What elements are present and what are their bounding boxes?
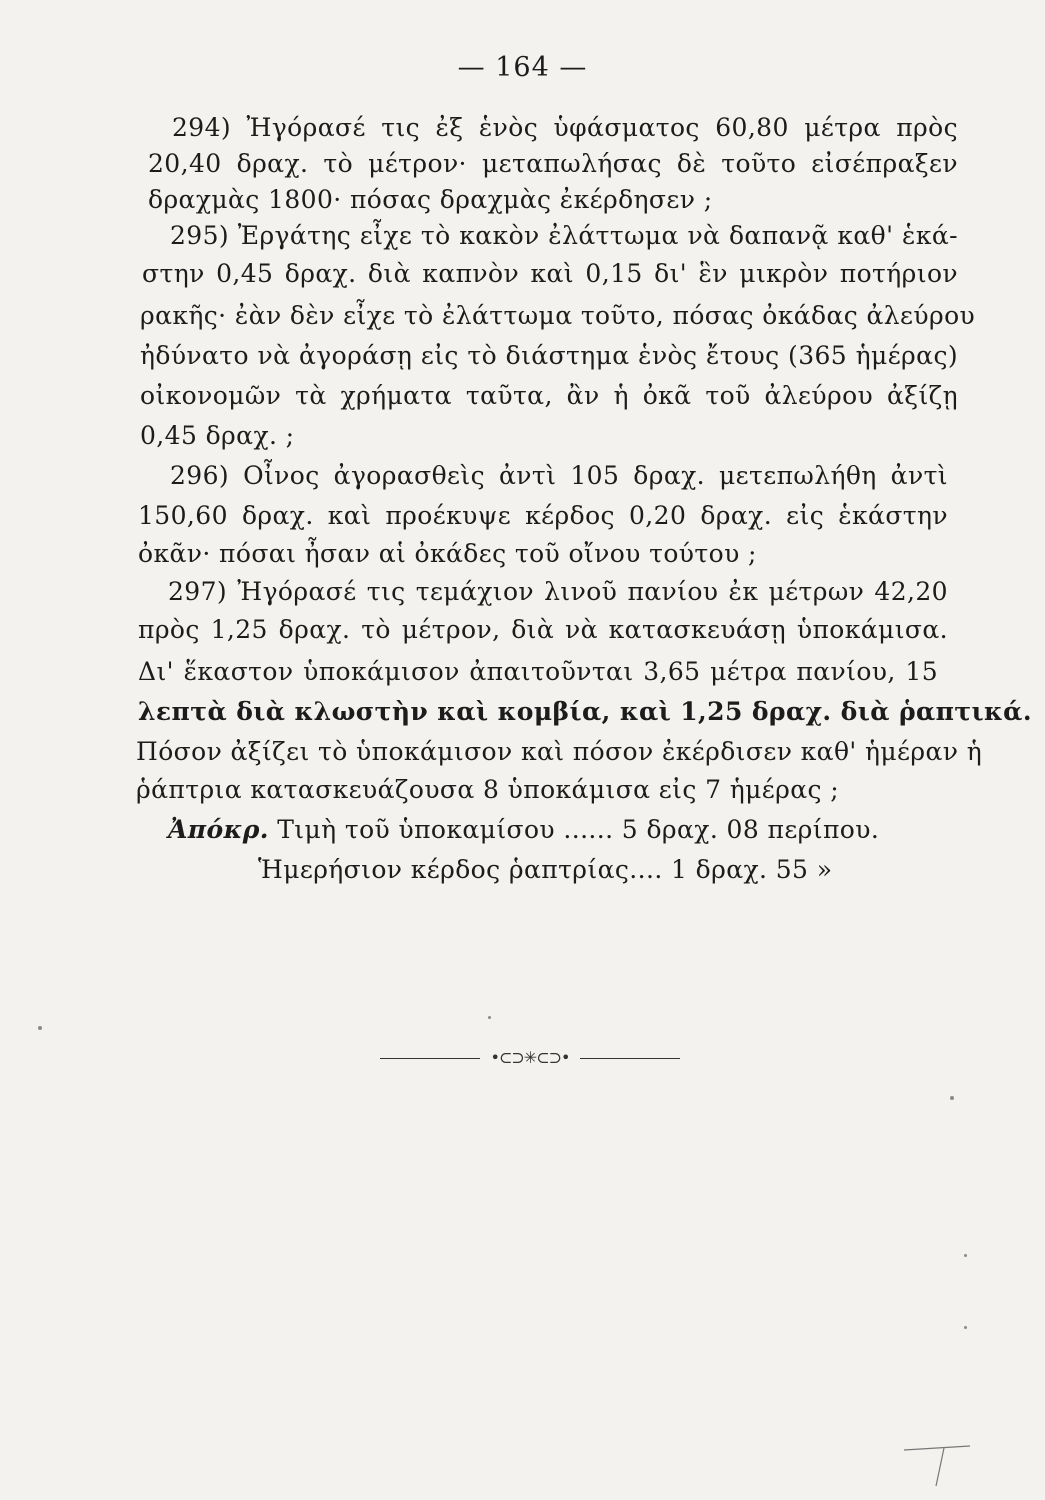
problem-294-line-3: δραχμὰς 1800· πόσας δραχμὰς ἐκέρδησεν ;	[148, 185, 713, 214]
paper-speck	[488, 1016, 491, 1019]
problem-296-line-2: 150,60 δραχ. καὶ προέκυψε κέρδος 0,20 δραχ. εἰς ἑκάστην	[138, 501, 948, 530]
paper-speck	[964, 1254, 967, 1257]
section-divider	[380, 1048, 680, 1067]
problem-295-line-3: ρακῆς· ἐὰν δὲν εἶχε τὸ ἐλάττωμα τοῦτο, πόσας ὀκάδας ἀλεύρου	[140, 301, 976, 330]
answer-label: Ἀπόκρ.	[168, 815, 269, 844]
divider-rule-left	[380, 1058, 480, 1059]
problem-294-line-1: 294) Ἠγόρασέ τις ἐξ ἑνὸς ὑφάσματος 60,80 μέτρα πρὸς	[172, 113, 958, 142]
problem-295-line-1: 295) Ἐργάτης εἶχε τὸ κακὸν ἐλάττωμα νὰ δαπανᾷ καθ' ἑκά-	[170, 221, 958, 250]
problem-297-line-4: λεπτὰ διὰ κλωστὴν καὶ κομβία, καὶ 1,25 δραχ. διὰ ῥαπτικά.	[138, 697, 1032, 726]
problem-294-line-2: 20,40 δραχ. τὸ μέτρον· μεταπωλήσας δὲ τοῦτο εἰσέπραξεν	[148, 149, 958, 178]
problem-297-line-6: ῥάπτρια κατασκευάζουσα 8 ὑποκάμισα εἰς 7 ἡμέρας ;	[136, 775, 840, 804]
answer-price: Τιμὴ τοῦ ὑποκαμίσου ...... 5 δραχ. 08 περίπου.	[277, 815, 880, 844]
problem-296-line-3: ὀκᾶν· πόσαι ἦσαν αἱ ὀκάδες τοῦ οἴνου τούτου ;	[138, 539, 757, 568]
paper-speck	[38, 1026, 42, 1030]
problem-297-line-5: Πόσον ἀξίζει τὸ ὑποκάμισον καὶ πόσον ἐκέρδισεν καθ' ἡμέραν ἡ	[136, 737, 983, 766]
answer-line-2: Ἡμερήσιον κέρδος ῥαπτρίας.... 1 δραχ. 55 »	[258, 855, 833, 884]
paper-speck	[964, 1326, 967, 1329]
problem-295-line-5: οἰκονομῶν τὰ χρήματα ταῦτα, ἂν ἡ ὀκᾶ τοῦ ἀλεύρου ἀξίζῃ	[140, 381, 958, 410]
problem-295-line-6: 0,45 δραχ. ;	[140, 421, 295, 450]
problem-297-line-3: Δι' ἕκαστον ὑποκάμισον ἀπαιτοῦνται 3,65 μέτρα πανίου, 15	[138, 657, 938, 686]
page-number: — 164 —	[457, 52, 588, 83]
pencil-mark-icon	[900, 1430, 980, 1490]
divider-ornament-icon: •⊂⊃✳⊂⊃•	[490, 1048, 570, 1067]
problem-297-line-2: πρὸς 1,25 δραχ. τὸ μέτρον, διὰ νὰ κατασκευάσῃ ὑποκάμισα.	[138, 615, 948, 644]
paper-speck	[950, 1096, 954, 1100]
answer-line-1	[168, 814, 879, 846]
problem-297-line-1: 297) Ἠγόρασέ τις τεμάχιον λινοῦ πανίου ἐκ μέτρων 42,20	[168, 577, 948, 606]
divider-rule-right	[580, 1058, 680, 1059]
problem-295-line-4: ἠδύνατο νὰ ἀγοράσῃ εἰς τὸ διάστημα ἑνὸς ἔτους (365 ἡμέρας)	[140, 341, 958, 370]
problem-296-line-1: 296) Οἶνος ἀγορασθεὶς ἀντὶ 105 δραχ. μετεπωλήθη ἀντὶ	[170, 461, 948, 490]
problem-295-line-2: στην 0,45 δραχ. διὰ καπνὸν καὶ 0,15 δι' ἓν μικρὸν ποτήριον	[142, 259, 958, 288]
